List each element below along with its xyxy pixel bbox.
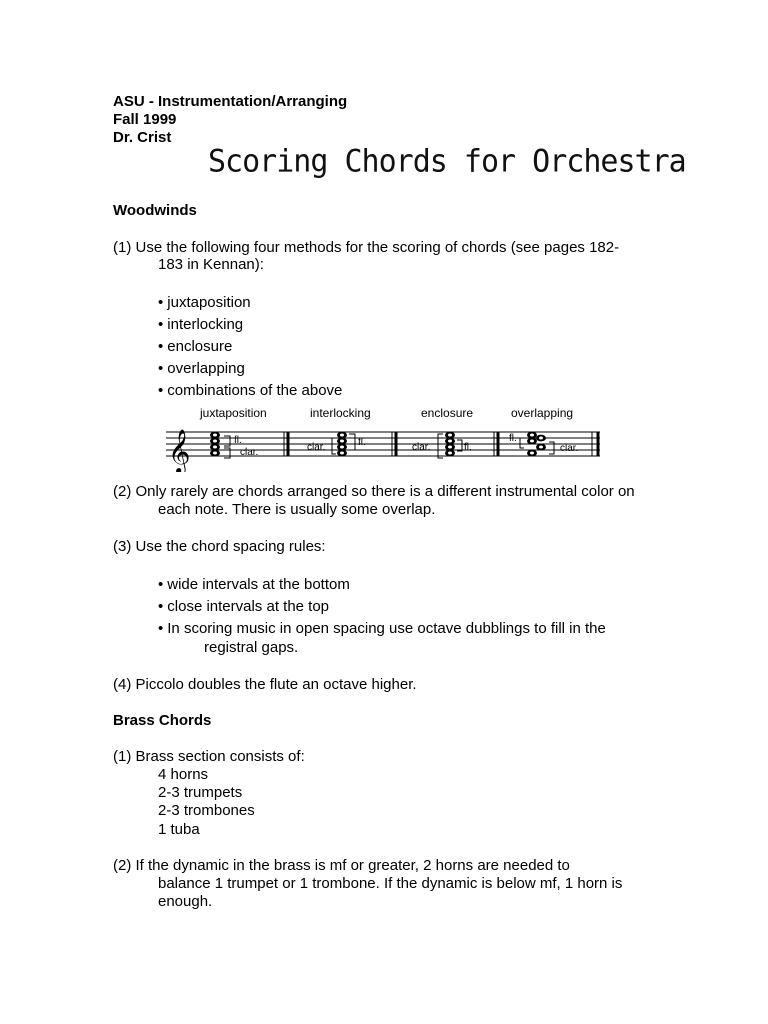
clar-label: clar.	[240, 447, 259, 458]
woodwinds-item2-line1: (2) Only rarely are chords arranged so there is a different instrumental color on	[113, 483, 635, 500]
example-label-overlapping: overlapping	[511, 406, 574, 420]
course-name: ASU - Instrumentation/Arranging	[113, 93, 348, 110]
brass-item2-line2: balance 1 trumpet or 1 trombone. If the dynamic is below mf, 1 horn is	[158, 875, 623, 892]
woodwinds-item2-line2: each note. There is usually some overlap.	[158, 501, 436, 518]
brass-section-item: 4 horns	[158, 766, 209, 783]
treble-clef-icon: 𝄞	[168, 431, 191, 472]
method-item: • juxtaposition	[158, 294, 251, 311]
fl-label: fl.	[509, 433, 517, 444]
woodwinds-item4: (4) Piccolo doubles the flute an octave higher.	[113, 676, 417, 693]
brass-item1: (1) Brass section consists of:	[113, 748, 305, 765]
fl-label: fl.	[464, 442, 472, 453]
clar-label: clar.	[412, 442, 431, 453]
chord-enclosure	[412, 432, 472, 458]
spacing-rule-continued: registral gaps.	[204, 639, 299, 656]
brass-section-item: 2-3 trumpets	[158, 784, 243, 801]
spacing-rule: • close intervals at the top	[158, 598, 329, 615]
example-label-enclosure: enclosure	[421, 406, 474, 420]
spacing-rule: • In scoring music in open spacing use octave dubblings to fill in the	[158, 620, 606, 637]
clar-label: clar.	[307, 442, 326, 453]
brass-item2-line1: (2) If the dynamic in the brass is mf or greater, 2 horns are needed to	[113, 857, 570, 874]
music-staff-example	[160, 424, 605, 472]
brass-section-item: 2-3 trombones	[158, 802, 255, 819]
method-item: • enclosure	[158, 338, 232, 355]
woodwinds-heading: Woodwinds	[113, 202, 197, 219]
instructor: Dr. Crist	[113, 129, 172, 146]
page-title: Scoring Chords for Orchestra	[208, 143, 686, 180]
spacing-rule: • wide intervals at the bottom	[158, 576, 350, 593]
brass-section-item: 1 tuba	[158, 821, 200, 838]
fl-label: fl.	[234, 435, 242, 446]
term: Fall 1999	[113, 111, 177, 128]
fl-label: fl.	[358, 437, 366, 448]
woodwinds-item1-line2: 183 in Kennan):	[158, 256, 264, 273]
example-label-interlocking: interlocking	[310, 406, 371, 420]
brass-item2-line3: enough.	[158, 893, 213, 910]
method-item: • combinations of the above	[158, 382, 342, 399]
woodwinds-item1-line1: (1) Use the following four methods for the scoring of chords (see pages 182-	[113, 239, 620, 256]
example-label-juxtaposition: juxtaposition	[200, 406, 267, 420]
brass-heading: Brass Chords	[113, 712, 212, 729]
woodwinds-item3: (3) Use the chord spacing rules:	[113, 538, 326, 555]
method-item: • overlapping	[158, 360, 245, 377]
clar-label: clar.	[560, 443, 579, 454]
method-item: • interlocking	[158, 316, 243, 333]
chord-juxtaposition	[210, 432, 258, 458]
